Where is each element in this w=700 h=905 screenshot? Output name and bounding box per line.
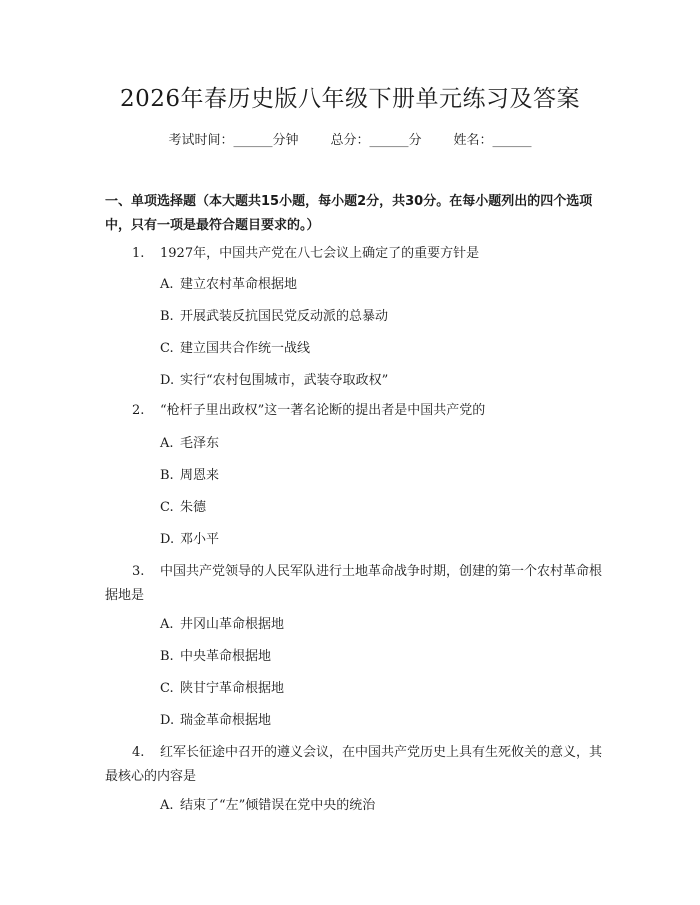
- option-text: 瑞金革命根据地: [180, 713, 272, 728]
- option-text: 陕甘宁革命根据地: [180, 681, 285, 696]
- question-number: 4.: [132, 745, 145, 760]
- question-4: [105, 741, 605, 789]
- option-text: 中央革命根据地: [180, 649, 272, 664]
- question-text: “枪杆子里出政权”这一著名论断的提出者是中国共产党的: [160, 403, 486, 418]
- option-text: 实行“农村包围城市，武装夺取政权”: [180, 373, 389, 388]
- option-letter: B.: [160, 649, 174, 664]
- option-3a: [160, 616, 284, 634]
- option-3d: [160, 712, 271, 730]
- section-heading: 一、单项选择题（本大题共15小题，每小题2分，共30分。在每小题列出的四个选项中，只有一项是最符合题目要求的。）: [105, 194, 593, 233]
- option-1b: [160, 308, 388, 326]
- option-text: 毛泽东: [180, 436, 220, 451]
- option-text: 周恩来: [180, 468, 220, 483]
- option-letter: B.: [160, 468, 174, 483]
- question-3: [105, 560, 605, 608]
- option-letter: D.: [160, 373, 175, 388]
- option-letter: C.: [160, 341, 174, 356]
- exam-time-field: 考试时间：______分钟: [168, 133, 299, 148]
- question-number: 2.: [132, 403, 145, 418]
- option-text: 开展武装反抗国民党反动派的总暴动: [180, 309, 389, 324]
- question-text: 1927年，中国共产党在八七会议上确定了的重要方针是: [160, 246, 480, 261]
- option-letter: A.: [160, 617, 174, 632]
- option-2b: [160, 467, 219, 485]
- option-letter: A.: [160, 277, 174, 292]
- option-text: 建立国共合作统一战线: [180, 341, 311, 356]
- option-2a: [160, 435, 219, 453]
- question-number: 3.: [132, 564, 145, 579]
- question-text: 红军长征途中召开的遵义会议，在中国共产党历史上具有生死攸关的意义，其最核心的内容是: [105, 745, 603, 784]
- option-letter: A.: [160, 436, 174, 451]
- question-1: [105, 242, 605, 266]
- option-letter: A.: [160, 798, 174, 813]
- option-text: 邓小平: [180, 532, 220, 547]
- option-2c: [160, 499, 206, 517]
- option-1d: [160, 372, 388, 390]
- option-1a: [160, 276, 297, 294]
- option-3c: [160, 680, 284, 698]
- option-text: 井冈山革命根据地: [180, 617, 285, 632]
- option-letter: B.: [160, 309, 174, 324]
- option-1c: [160, 340, 310, 358]
- page-title: 2026年春历史版八年级下册单元练习及答案: [119, 86, 581, 112]
- option-text: 建立农村革命根据地: [180, 277, 298, 292]
- total-score-field: 总分：______分: [330, 133, 422, 148]
- question-2: [105, 399, 605, 423]
- option-text: 朱德: [180, 500, 207, 515]
- option-3b: [160, 648, 271, 666]
- option-letter: C.: [160, 681, 174, 696]
- option-text: 结束了“左”倾错误在党中央的统治: [180, 798, 376, 813]
- question-number: 1.: [132, 246, 145, 261]
- option-letter: D.: [160, 532, 175, 547]
- option-2d: [160, 531, 219, 549]
- option-letter: C.: [160, 500, 174, 515]
- exam-info-line: [0, 132, 700, 150]
- question-text: 中国共产党领导的人民军队进行土地革命战争时期，创建的第一个农村革命根据地是: [105, 564, 603, 603]
- student-name-field: 姓名：______: [453, 133, 532, 148]
- option-4a: [160, 797, 375, 815]
- option-letter: D.: [160, 713, 175, 728]
